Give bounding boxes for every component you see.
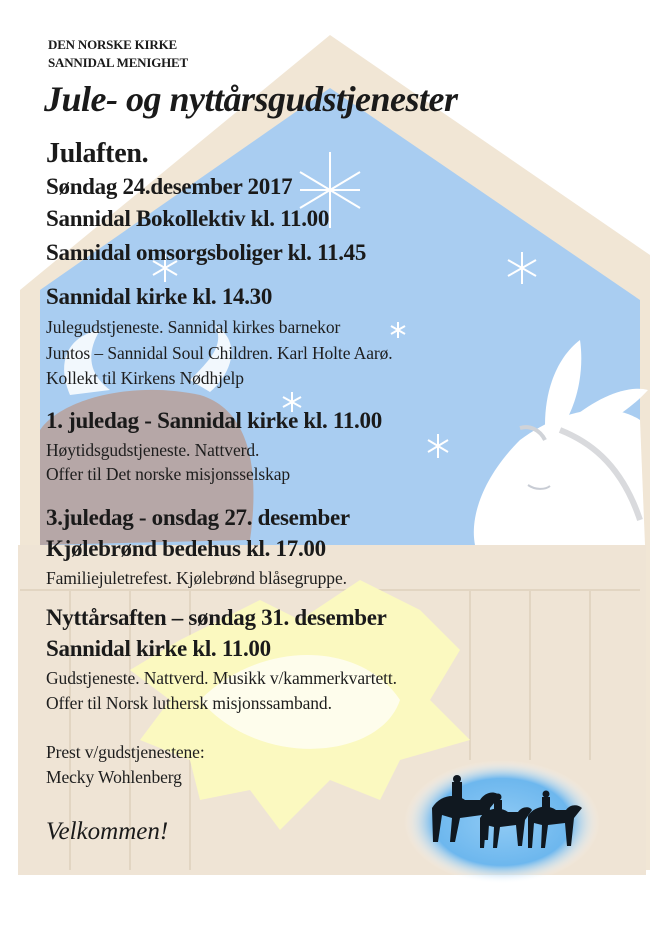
- priest-label: Prest v/gudstjenestene:: [46, 742, 205, 762]
- event-detail: Offer til Det norske misjonsselskap: [46, 464, 291, 484]
- parish-name: SANNIDAL MENIGHET: [48, 55, 188, 70]
- event-sannidal-kirke: Sannidal kirke kl. 14.30: [46, 284, 273, 309]
- section-heading-nyttarsaften: Nyttårsaften – søndag 31. desember: [46, 605, 387, 630]
- section-heading-julaften: Julaften.: [46, 138, 149, 169]
- julaften-date: Søndag 24.desember 2017: [46, 174, 293, 199]
- welcome-text: Velkommen!: [46, 818, 169, 845]
- event-bokollektiv: Sannidal Bokollektiv kl. 11.00: [46, 206, 330, 231]
- event-detail: Familiejuletrefest. Kjølebrønd blåsegruppe.: [46, 568, 347, 588]
- event-sannidal-kirke-nyttar: Sannidal kirke kl. 11.00: [46, 636, 271, 661]
- event-omsorgsboliger: Sannidal omsorgsboliger kl. 11.45: [46, 240, 367, 265]
- event-detail: Offer til Norsk luthersk misjonssamband.: [46, 693, 332, 713]
- event-detail: Høytidsgudstjeneste. Nattverd.: [46, 440, 260, 460]
- page-title: Jule- og nyttårsgudstjenester: [44, 79, 458, 119]
- event-detail: Juntos – Sannidal Soul Children. Karl Holte Aarø.: [46, 343, 393, 363]
- event-detail: Gudstjeneste. Nattverd. Musikk v/kammerkvartett.: [46, 668, 397, 688]
- priest-name: Mecky Wohlenberg: [46, 767, 182, 787]
- section-heading-1-juledag: 1. juledag - Sannidal kirke kl. 11.00: [46, 408, 382, 433]
- event-detail: Kollekt til Kirkens Nødhjelp: [46, 368, 244, 388]
- event-detail: Julegudstjeneste. Sannidal kirkes barnekor: [46, 317, 341, 337]
- section-heading-3-juledag: 3.juledag - onsdag 27. desember: [46, 505, 350, 530]
- org-name: DEN NORSKE KIRKE: [48, 37, 177, 52]
- event-kjolebrond: Kjølebrønd bedehus kl. 17.00: [46, 536, 326, 561]
